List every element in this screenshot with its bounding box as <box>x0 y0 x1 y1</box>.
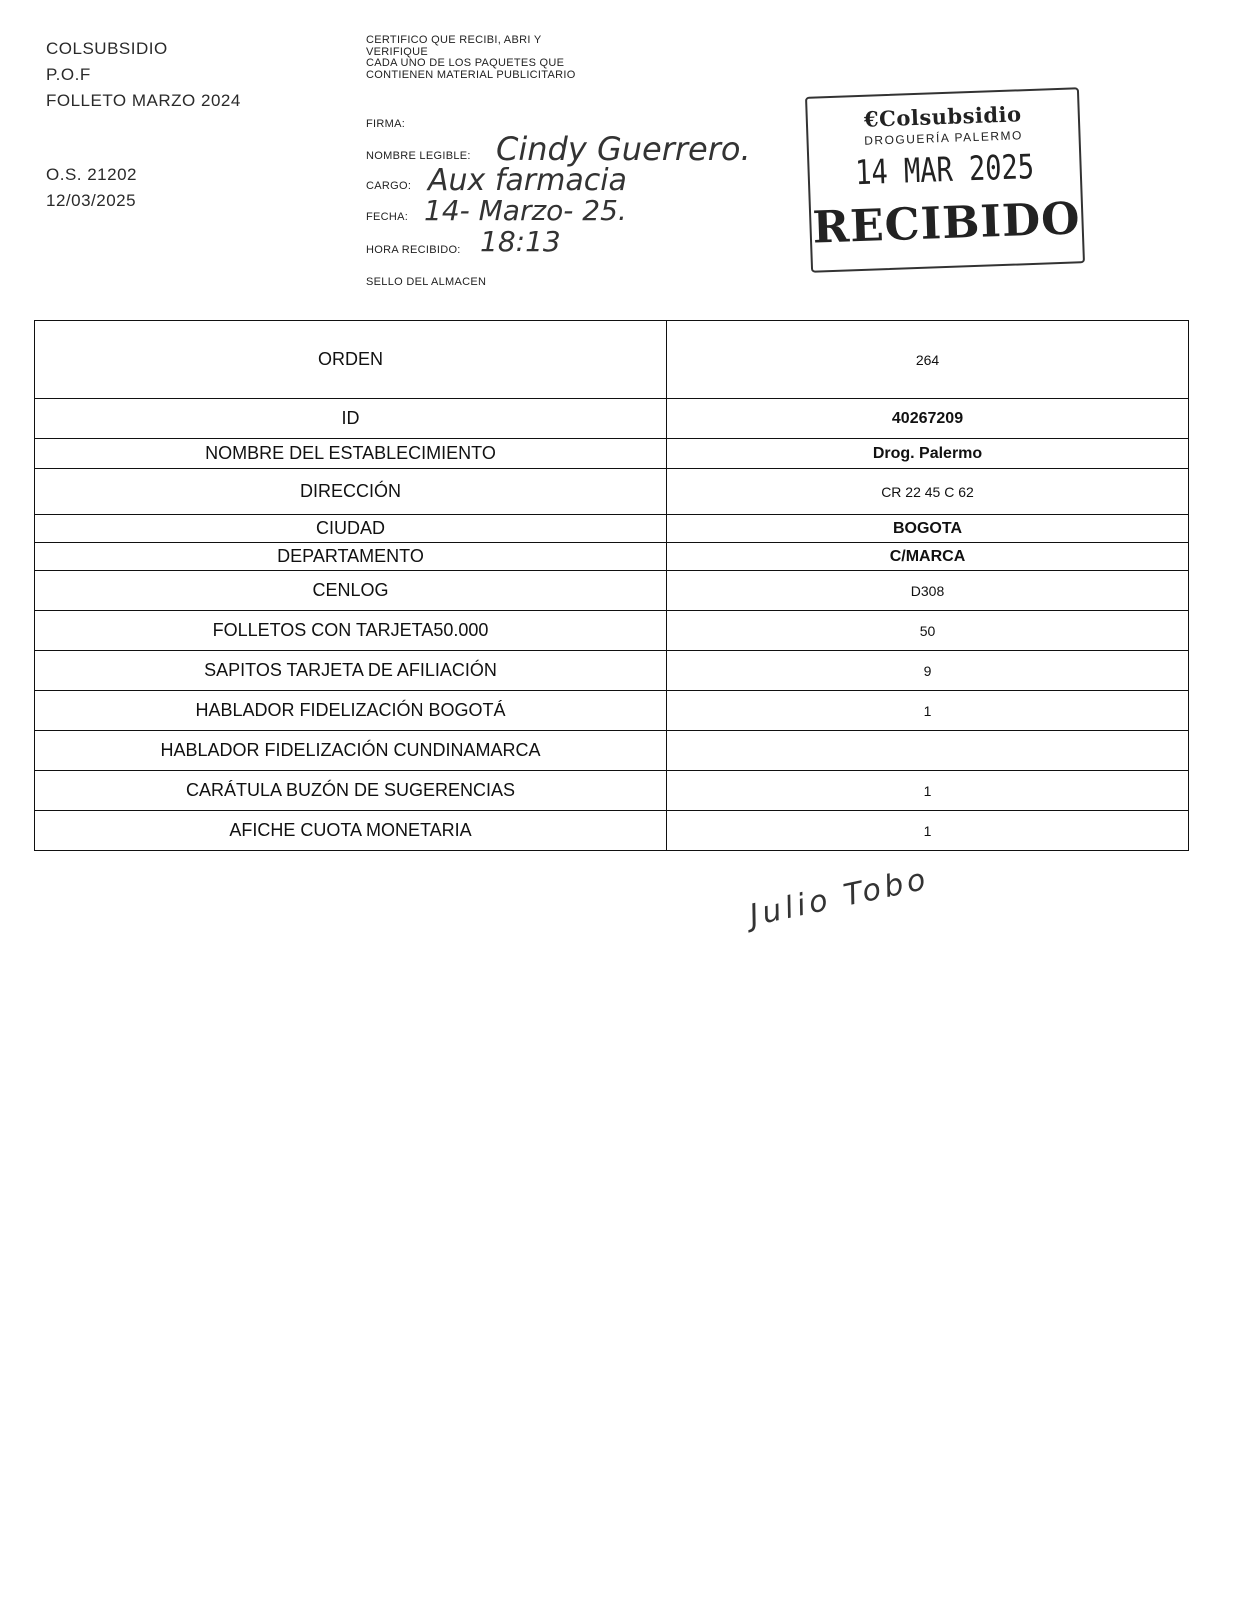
table-row <box>35 543 1189 571</box>
certificate-text <box>366 35 576 81</box>
row-value: Drog. Palermo <box>667 439 1189 469</box>
row-value: 1 <box>667 811 1189 851</box>
handwritten-name: Cindy Guerrero. <box>496 130 751 168</box>
row-value: 264 <box>667 321 1189 399</box>
nombre-label: NOMBRE LEGIBLE: <box>366 150 471 162</box>
cert-line: VERIFIQUE <box>366 45 428 58</box>
folleto-label: FOLLETO MARZO 2024 <box>46 91 241 110</box>
header-block <box>46 36 241 214</box>
delivery-table <box>34 320 1189 851</box>
table-row <box>35 731 1189 771</box>
cargo-label: CARGO: <box>366 180 412 192</box>
stamp-date: 14 MAR 2025 <box>854 148 1035 193</box>
cert-line: CERTIFICO QUE RECIBI, ABRI Y <box>366 34 542 46</box>
stamp-brand: €Colsubsidio <box>863 101 1022 132</box>
table-row <box>35 771 1189 811</box>
os-date: 12/03/2025 <box>46 191 137 210</box>
table-row <box>35 321 1189 399</box>
row-label: CARÁTULA BUZÓN DE SUGERENCIAS <box>35 771 667 811</box>
company-name: COLSUBSIDIO <box>46 39 168 58</box>
table-row <box>35 399 1189 439</box>
table-row <box>35 651 1189 691</box>
row-value: 50 <box>667 611 1189 651</box>
row-label: CIUDAD <box>35 515 667 543</box>
row-value: D308 <box>667 571 1189 611</box>
handwritten-date: 14- Marzo- 25. <box>424 194 627 227</box>
received-stamp <box>805 87 1085 272</box>
table-row <box>35 811 1189 851</box>
hora-label: HORA RECIBIDO: <box>366 244 461 256</box>
row-label: HABLADOR FIDELIZACIÓN BOGOTÁ <box>35 691 667 731</box>
cert-line: CADA UNO DE LOS PAQUETES QUE <box>366 57 565 69</box>
stamp-store: DROGUERÍA PALERMO <box>864 128 1024 148</box>
sello-label: SELLO DEL ALMACEN <box>366 276 487 288</box>
table-row <box>35 515 1189 543</box>
handwritten-time: 18:13 <box>480 225 561 258</box>
stamp-logo-icon: € <box>863 106 880 132</box>
row-value: 9 <box>667 651 1189 691</box>
handwritten-note: Julio Tobo <box>746 861 933 934</box>
row-label: NOMBRE DEL ESTABLECIMIENTO <box>35 439 667 469</box>
row-value: 1 <box>667 771 1189 811</box>
row-label: FOLLETOS CON TARJETA50.000 <box>35 611 667 651</box>
row-label: AFICHE CUOTA MONETARIA <box>35 811 667 851</box>
os-number: O.S. 21202 <box>46 165 138 184</box>
row-label: DEPARTAMENTO <box>35 543 667 571</box>
table-row <box>35 571 1189 611</box>
table-row <box>35 611 1189 651</box>
table-row <box>35 439 1189 469</box>
row-value: 40267209 <box>667 399 1189 439</box>
table-row <box>35 691 1189 731</box>
row-label: ID <box>35 399 667 439</box>
row-value: CR 22 45 C 62 <box>667 469 1189 515</box>
row-value: BOGOTA <box>667 515 1189 543</box>
row-label: CENLOG <box>35 571 667 611</box>
row-value: 1 <box>667 691 1189 731</box>
row-label: DIRECCIÓN <box>35 469 667 515</box>
fecha-label: FECHA: <box>366 211 409 223</box>
pof-label: P.O.F <box>46 65 91 84</box>
row-label: ORDEN <box>35 321 667 399</box>
row-value: C/MARCA <box>667 543 1189 571</box>
row-label: SAPITOS TARJETA DE AFILIACIÓN <box>35 651 667 691</box>
table-row <box>35 469 1189 515</box>
cert-line: CONTIENEN MATERIAL PUBLICITARIO <box>366 68 576 81</box>
row-label: HABLADOR FIDELIZACIÓN CUNDINAMARCA <box>35 731 667 771</box>
firma-label: FIRMA: <box>366 118 406 130</box>
stamp-status: RECIBIDO <box>811 193 1082 254</box>
handwritten-cargo: Aux farmacia <box>428 163 627 198</box>
row-value <box>667 731 1189 771</box>
